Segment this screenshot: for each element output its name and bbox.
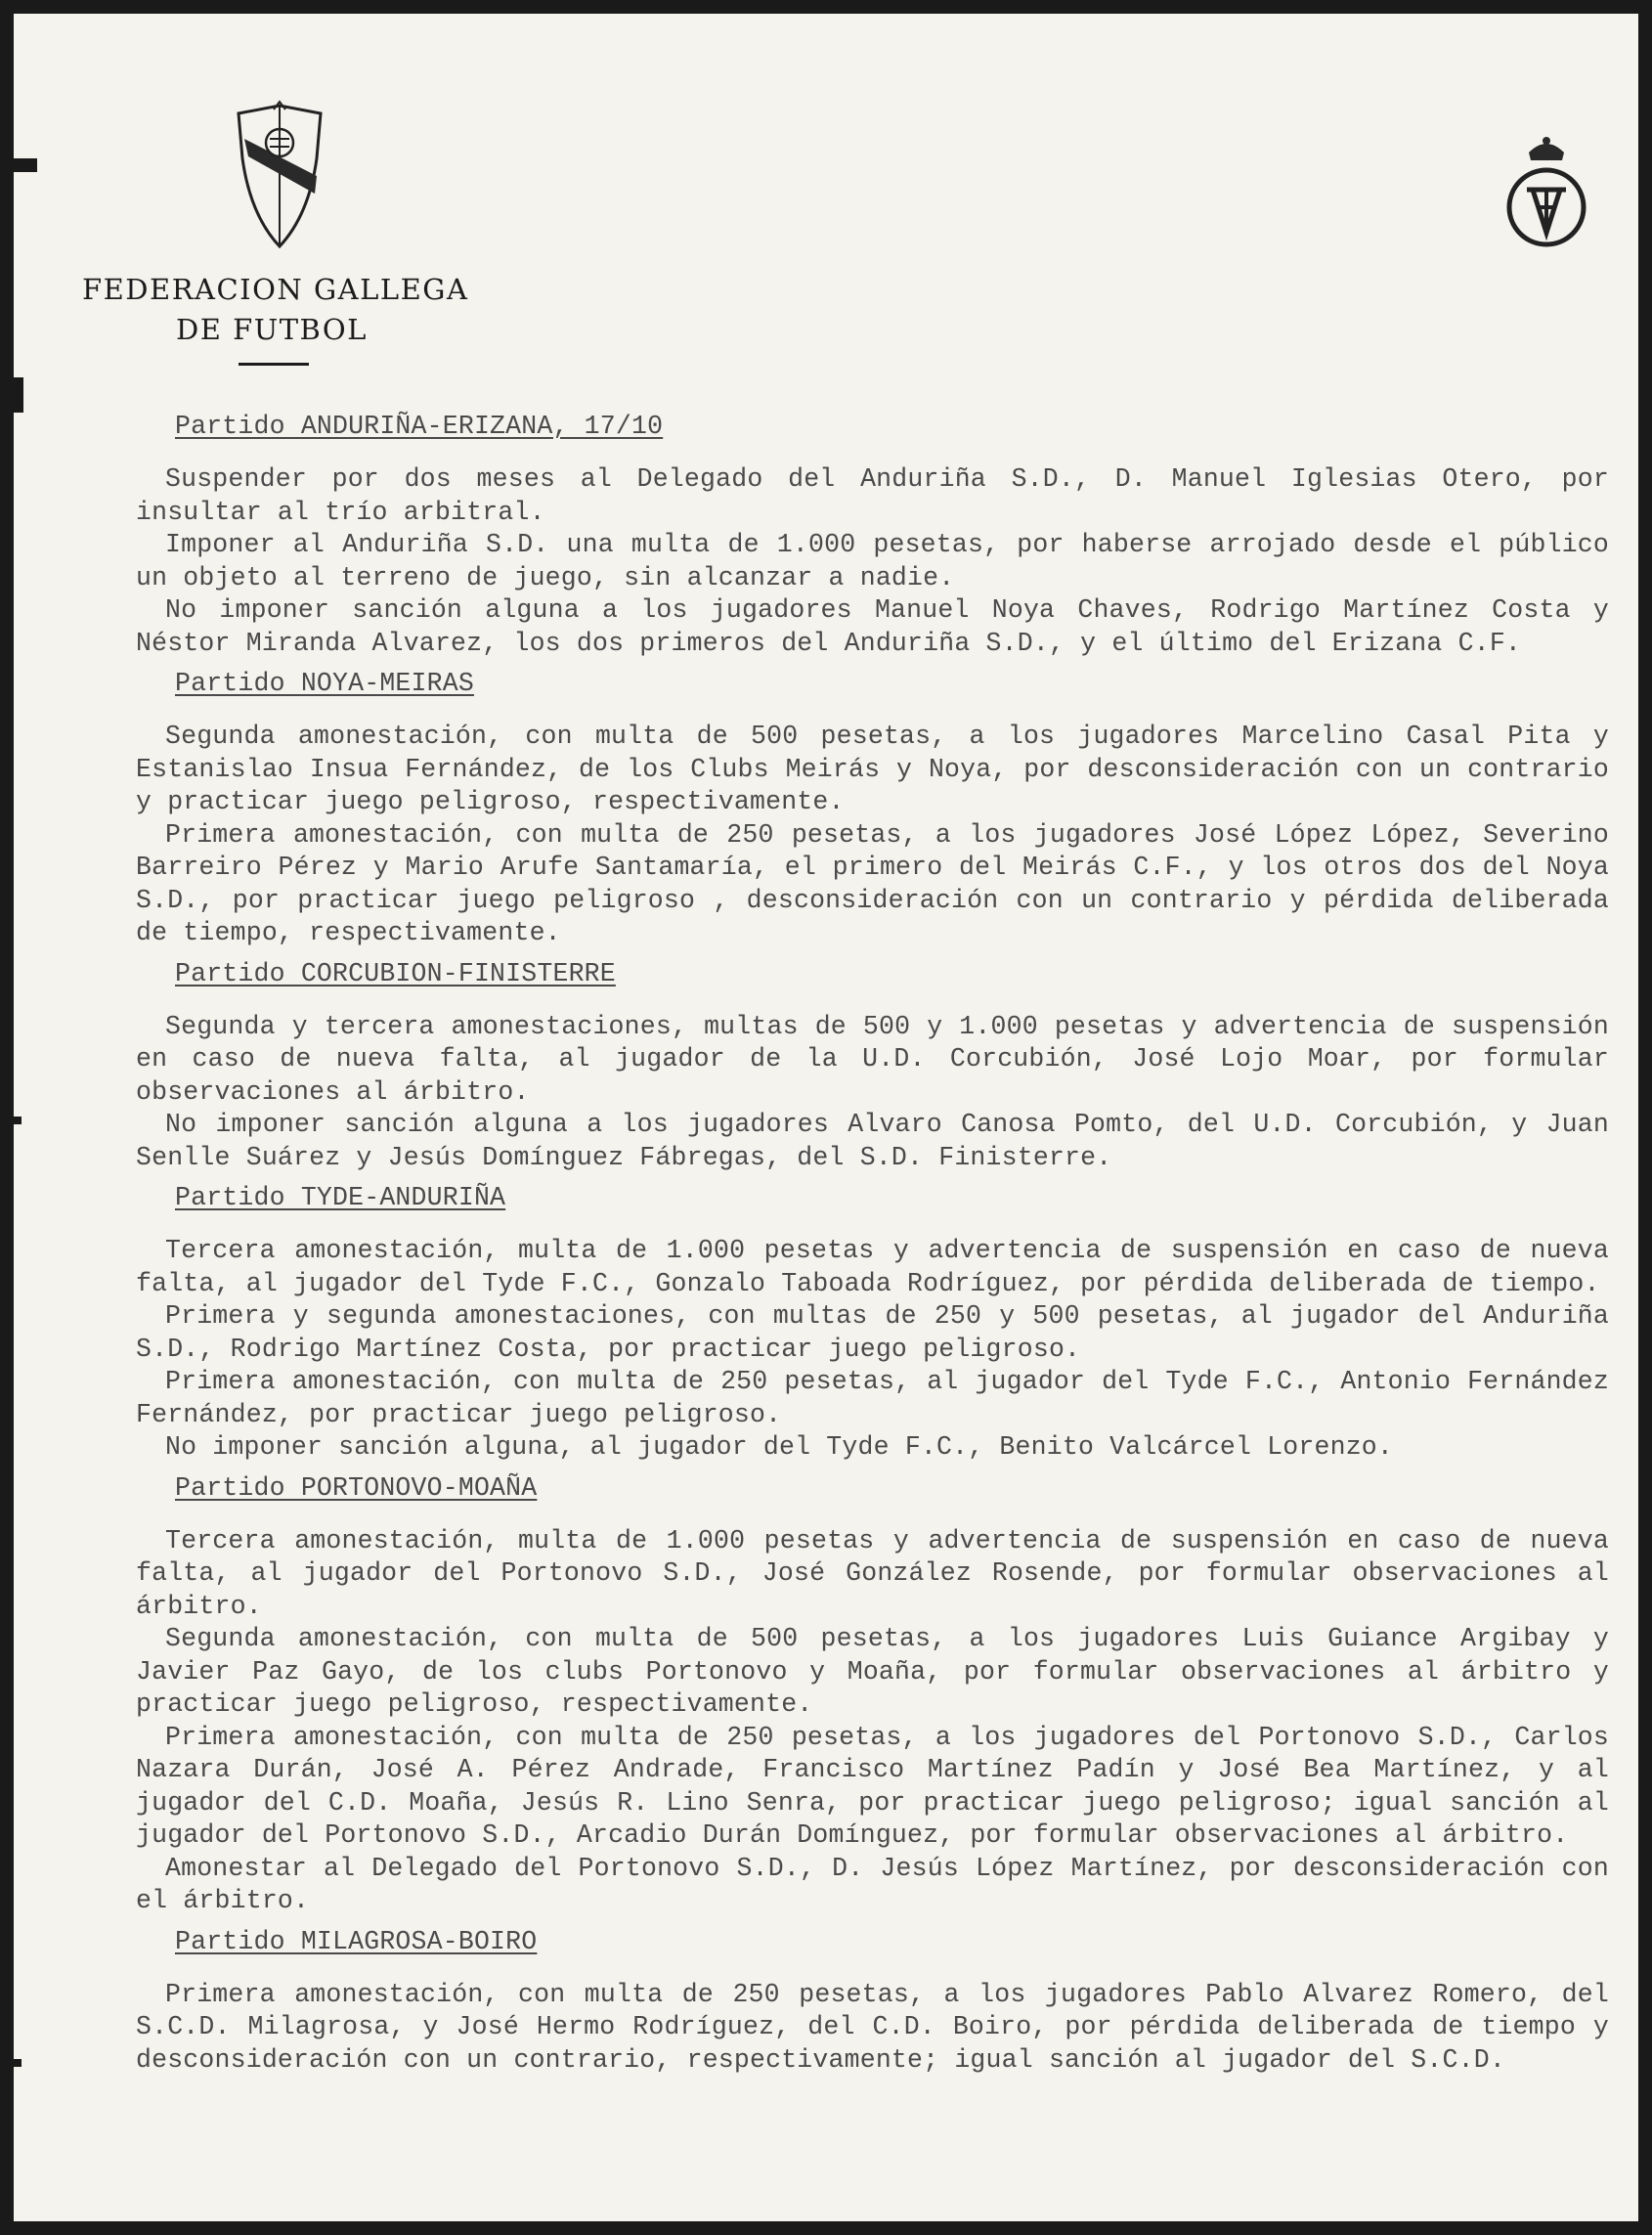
match-section — [136, 1472, 1638, 1918]
sanctions-content — [136, 403, 1638, 2084]
match-heading: Partido TYDE-ANDURIÑA — [175, 1183, 506, 1212]
galician-football-federation-crest-icon — [231, 100, 328, 256]
sanction-paragraph: No imponer sanción alguna, al jugador del Tyde F.C., Benito Valcárcel Lorenzo. — [165, 1432, 1394, 1462]
sanction-paragraph: Tercera amonestación, multa de 1.000 pesetas y advertencia de suspensión en caso de nueva falta, al jugador del Portonovo S.D., José González Rosende, por formular observaciones al árbitro. — [136, 1525, 1609, 1621]
match-heading: Partido MILAGROSA-BOIRO — [175, 1926, 538, 1956]
match-heading-row — [136, 958, 1638, 995]
match-section — [136, 668, 1638, 950]
match-heading: Partido NOYA-MEIRAS — [175, 669, 474, 698]
organization-name-line2: DE FUTBOL — [176, 313, 368, 346]
sanction-paragraph: Tercera amonestación, multa de 1.000 pesetas y advertencia de suspensión en caso de nueva falta, al jugador del Tyde F.C., Gonzalo Taboada Rodríguez, por pérdida deliberada de tiempo. — [136, 1236, 1609, 1298]
organization-name — [82, 270, 493, 350]
sanction-paragraph: Segunda y tercera amonestaciones, multas de 500 y 1.000 pesetas y advertencia de suspensión en caso de nueva falta, al jugador de la U.D. Corcubión, José Lojo Moar, por formular observaciones al árbitro. — [136, 1011, 1609, 1107]
match-section — [136, 411, 1638, 660]
match-heading-row — [136, 668, 1638, 705]
sanction-paragraph: Suspender por dos meses al Delegado del Anduriña S.D., D. Manuel Iglesias Otero, por insultar al trío arbitral. — [136, 464, 1609, 527]
punch-mark — [14, 377, 23, 413]
document-page — [14, 14, 1638, 2221]
match-heading: Partido ANDURIÑA-ERIZANA, 17/10 — [175, 412, 664, 441]
sanction-paragraph: No imponer sanción alguna a los jugadores Manuel Noya Chaves, Rodrigo Martínez Costa y Néstor Miranda Alvarez, los dos primeros del Anduriña S.D., y el último del Erizana C.F. — [136, 595, 1609, 658]
punch-mark — [14, 1117, 22, 1124]
sanction-paragraph: Segunda amonestación, con multa de 500 pesetas, a los jugadores Marcelino Casal Pita y Estanislao Insua Fernández, de los Clubs Meirás y Noya, por desconsideración con un contrario y practicar juego peligroso, respectivamente. — [136, 722, 1609, 816]
sanction-paragraph: Primera amonestación, con multa de 250 pesetas, a los jugadores José López López, Severino Barreiro Pérez y Mario Arufe Santamaría, el primero del Meirás C.F., y los otros dos del Noya S.D., por practicar juego peligroso , desconsideración con un contrario y pérdida deliberada de tiempo, respectivamente. — [136, 819, 1609, 947]
sanction-paragraph: Primera amonestación, con multa de 250 pesetas, a los jugadores del Portonovo S.D., Carlos Nazara Durán, José A. Pérez Andrade, Francisco Martínez Padín y José Bea Martínez, y al jugador del C.D. Moaña, Jesús R. Lino Senra, por practicar juego peligroso; igual sanción al jugador del Portonovo S.D., Arcadio Durán Domínguez, por formular observaciones al árbitro. — [136, 1722, 1609, 1850]
organization-underline — [239, 363, 309, 366]
spanish-football-federation-crest-icon — [1498, 131, 1595, 258]
match-heading-row — [136, 1472, 1638, 1510]
match-heading-row — [136, 411, 1638, 448]
match-heading-row — [136, 1926, 1638, 1963]
sanction-paragraph: Primera amonestación, con multa de 250 pesetas, a los jugadores Pablo Alvarez Romero, del S.C.D. Milagrosa, y José Hermo Rodríguez, del C.D. Boiro, por pérdida deliberada de tiempo y desconsideración con un contrario, respectivamente; igual sanción al jugador del S.C.D. — [136, 1979, 1609, 2075]
match-heading: Partido PORTONOVO-MOAÑA — [175, 1472, 538, 1503]
sanction-paragraph: Primera amonestación, con multa de 250 pesetas, al jugador del Tyde F.C., Antonio Fernández Fernández, por practicar juego peligroso. — [136, 1367, 1609, 1429]
sanction-paragraph: No imponer sanción alguna a los jugadores Alvaro Canosa Pomto, del U.D. Corcubión, y Juan Senlle Suárez y Jesús Domínguez Fábregas, del S.D. Finisterre. — [136, 1110, 1609, 1172]
sanction-paragraph: Segunda amonestación, con multa de 500 pesetas, a los jugadores Luis Guiance Argibay y Javier Paz Gayo, de los clubs Portonovo y Moaña, por formular observaciones al árbitro y practicar juego peligroso, respectivamente. — [136, 1624, 1609, 1719]
punch-mark — [14, 158, 37, 172]
sanction-paragraph: Amonestar al Delegado del Portonovo S.D., D. Jesús López Martínez, por desconsideración con el árbitro. — [136, 1853, 1609, 1915]
organization-name-line1: FEDERACION GALLEGA — [82, 273, 469, 306]
punch-mark — [14, 2059, 22, 2067]
match-section — [136, 1182, 1638, 1465]
match-section — [136, 1926, 1638, 2078]
match-section — [136, 958, 1638, 1175]
sanction-paragraph: Primera y segunda amonestaciones, con multas de 250 y 500 pesetas, al jugador del Anduriña S.D., Rodrigo Martínez Costa, por practicar juego peligroso. — [136, 1301, 1609, 1364]
match-heading: Partido CORCUBION-FINISTERRE — [175, 958, 616, 988]
match-heading-row — [136, 1182, 1638, 1219]
sanction-paragraph: Imponer al Anduriña S.D. una multa de 1.000 pesetas, por haberse arrojado desde el público un objeto al terreno de juego, sin alcanzar a nadie. — [136, 530, 1609, 592]
